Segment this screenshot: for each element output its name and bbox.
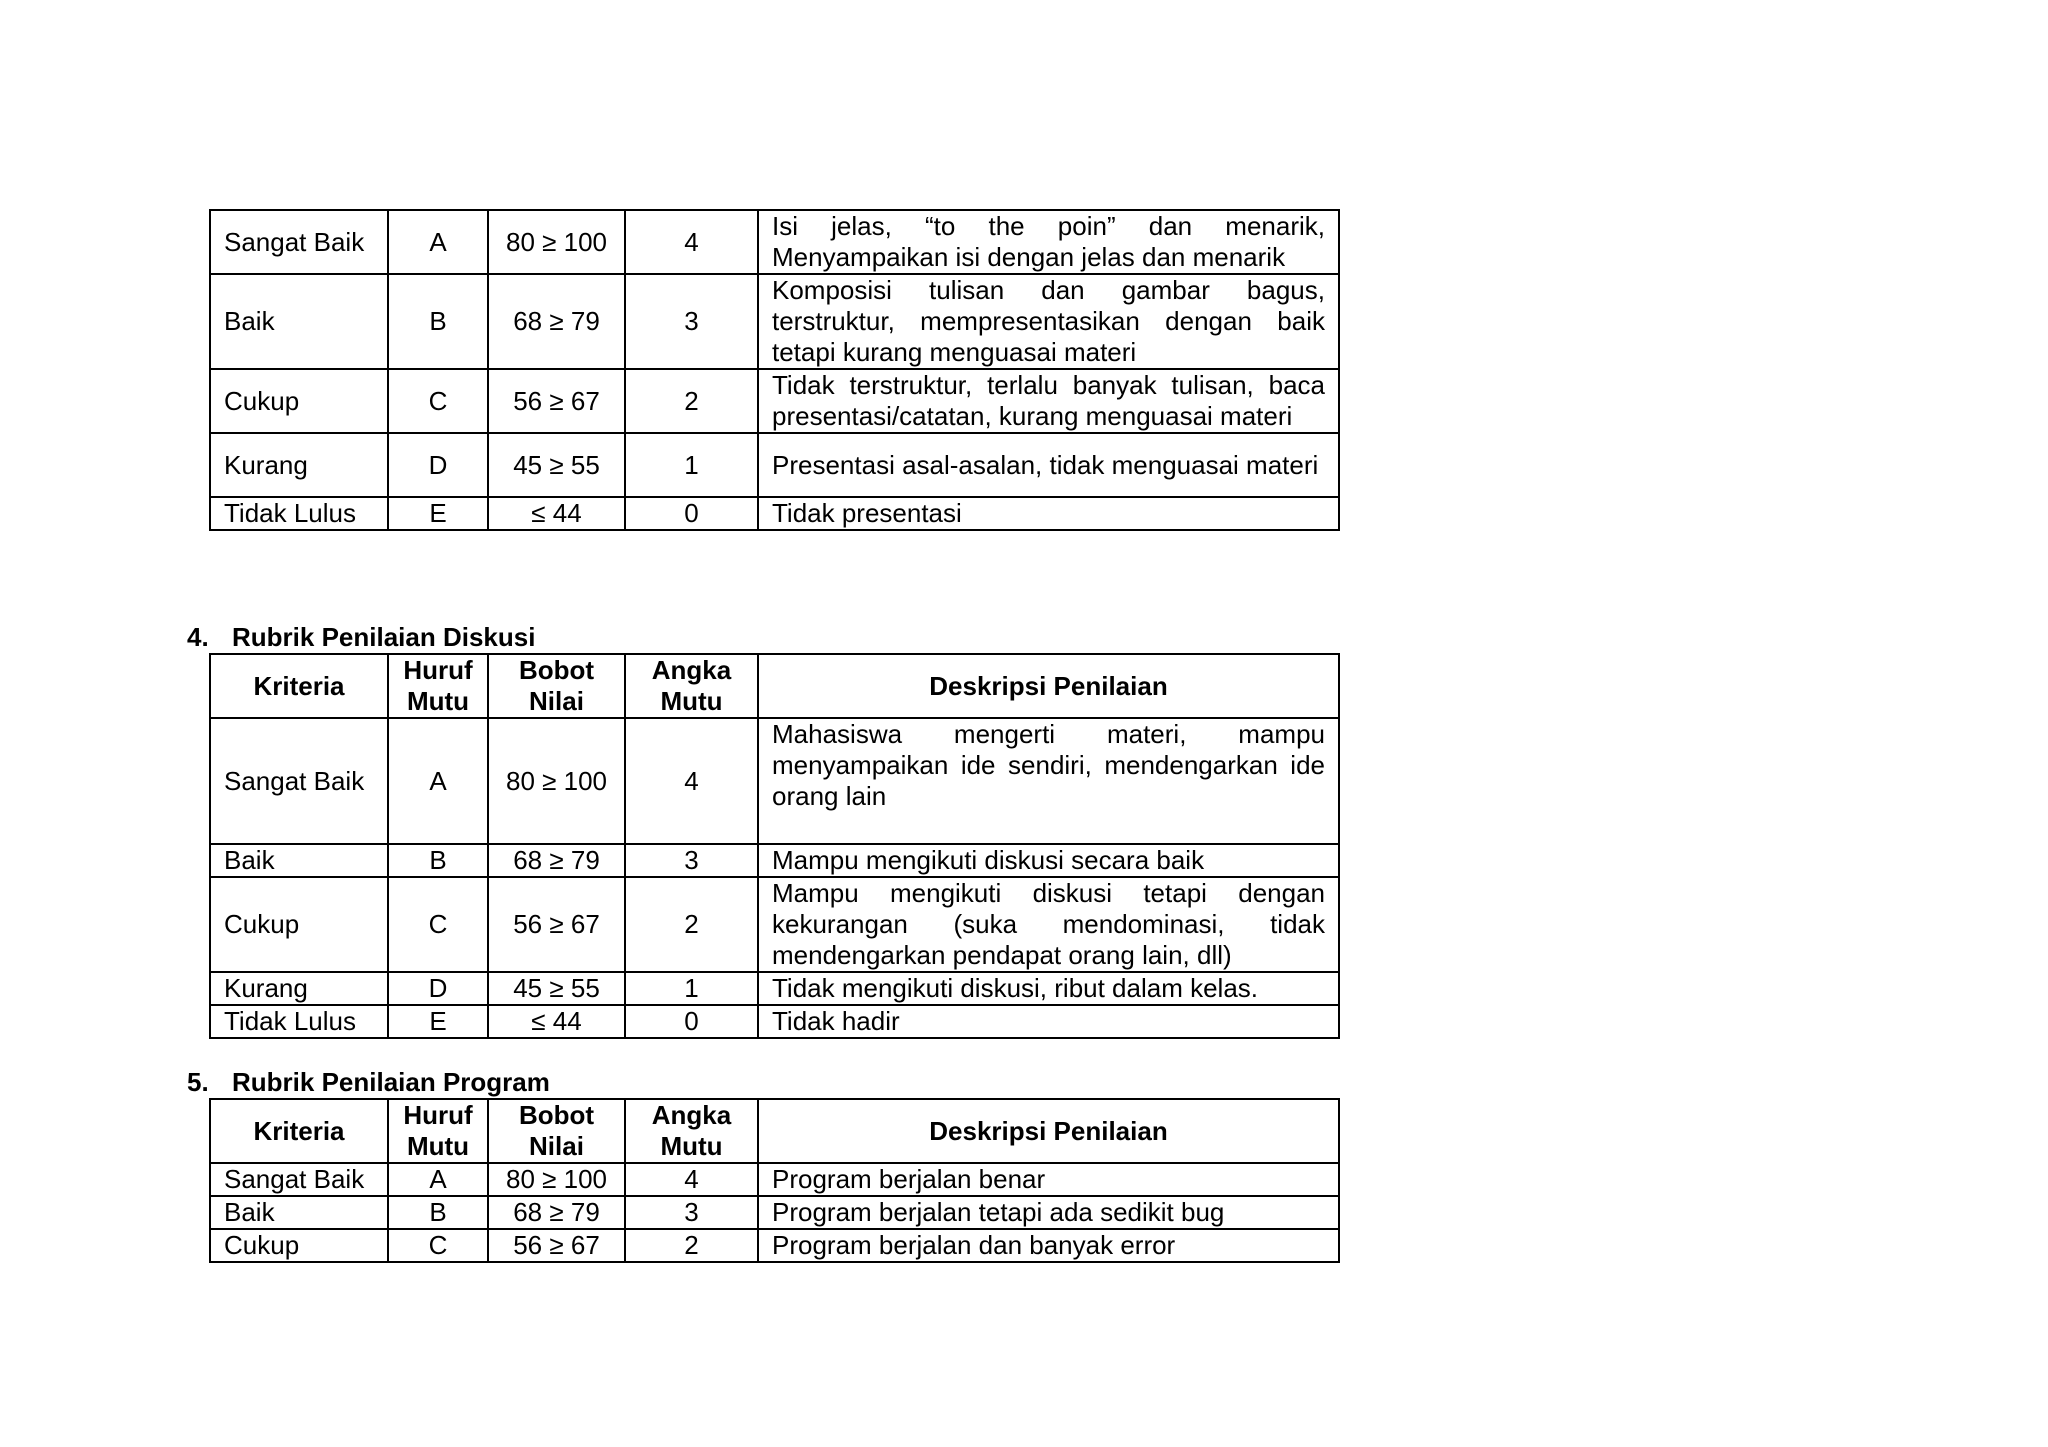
table-row bbox=[210, 1005, 1339, 1038]
header-line: Mutu bbox=[406, 686, 470, 716]
angka-mutu-cell: 3 bbox=[625, 274, 758, 369]
huruf-mutu-cell: A bbox=[388, 210, 488, 274]
deskripsi-cell: Tidak presentasi bbox=[758, 497, 1339, 530]
deskripsi-cell: Komposisi tulisan dan gambar bagus, terstruktur, mempresentasikan dengan baik tetapi kurang menguasai materi bbox=[758, 274, 1339, 369]
bobot-nilai-cell: 68 ≥ 79 bbox=[488, 844, 625, 877]
section-number: 4. bbox=[187, 622, 209, 652]
angka-mutu-cell: 2 bbox=[625, 877, 758, 972]
angka-mutu-cell: 1 bbox=[625, 972, 758, 1005]
table-row bbox=[210, 369, 1339, 433]
angka-mutu-cell: 3 bbox=[625, 1196, 758, 1229]
header-line: Angka bbox=[651, 655, 732, 685]
huruf-mutu-cell: A bbox=[388, 718, 488, 844]
table-row bbox=[210, 274, 1339, 369]
table-row bbox=[210, 844, 1339, 877]
bobot-nilai-cell: 68 ≥ 79 bbox=[488, 274, 625, 369]
header-line: Huruf bbox=[403, 1100, 473, 1130]
header-kriteria: Kriteria bbox=[210, 654, 388, 718]
deskripsi-cell: Mampu mengikuti diskusi secara baik bbox=[758, 844, 1339, 877]
huruf-mutu-cell: C bbox=[388, 369, 488, 433]
table-row bbox=[210, 877, 1339, 972]
table-row bbox=[210, 972, 1339, 1005]
kriteria-cell: Kurang bbox=[210, 433, 388, 497]
section-title: Rubrik Penilaian Diskusi bbox=[232, 622, 536, 652]
bobot-nilai-cell: 80 ≥ 100 bbox=[488, 210, 625, 274]
header-line: Nilai bbox=[529, 1131, 584, 1161]
kriteria-cell: Sangat Baik bbox=[210, 210, 388, 274]
header-deskripsi: Deskripsi Penilaian bbox=[758, 654, 1339, 718]
deskripsi-cell: Mampu mengikuti diskusi tetapi dengan kekurangan (suka mendominasi, tidak mendengarkan pendapat orang lain, dll) bbox=[758, 877, 1339, 972]
bobot-nilai-cell: 56 ≥ 67 bbox=[488, 877, 625, 972]
presentation-rubric-table-continued bbox=[209, 209, 1340, 531]
section-number: 5. bbox=[187, 1067, 209, 1097]
angka-mutu-cell: 1 bbox=[625, 433, 758, 497]
bobot-nilai-cell: 80 ≥ 100 bbox=[488, 718, 625, 844]
angka-mutu-cell: 2 bbox=[625, 1229, 758, 1262]
table-row bbox=[210, 497, 1339, 530]
deskripsi-cell: Program berjalan benar bbox=[758, 1163, 1339, 1196]
header-huruf-mutu bbox=[388, 654, 488, 718]
kriteria-cell: Cukup bbox=[210, 1229, 388, 1262]
header-kriteria: Kriteria bbox=[210, 1099, 388, 1163]
huruf-mutu-cell: B bbox=[388, 1196, 488, 1229]
deskripsi-cell: Mahasiswa mengerti materi, mampu menyampaikan ide sendiri, mendengarkan ide orang lain bbox=[758, 718, 1339, 844]
angka-mutu-cell: 0 bbox=[625, 497, 758, 530]
deskripsi-cell: Presentasi asal-asalan, tidak menguasai materi bbox=[758, 433, 1339, 497]
kriteria-cell: Baik bbox=[210, 844, 388, 877]
bobot-nilai-cell: 45 ≥ 55 bbox=[488, 433, 625, 497]
deskripsi-cell: Tidak terstruktur, terlalu banyak tulisan, baca presentasi/catatan, kurang menguasai materi bbox=[758, 369, 1339, 433]
angka-mutu-cell: 0 bbox=[625, 1005, 758, 1038]
kriteria-cell: Tidak Lulus bbox=[210, 1005, 388, 1038]
bobot-nilai-cell: 45 ≥ 55 bbox=[488, 972, 625, 1005]
header-angka-mutu bbox=[625, 1099, 758, 1163]
kriteria-cell: Tidak Lulus bbox=[210, 497, 388, 530]
angka-mutu-cell: 2 bbox=[625, 369, 758, 433]
deskripsi-cell: Program berjalan tetapi ada sedikit bug bbox=[758, 1196, 1339, 1229]
header-huruf-mutu bbox=[388, 1099, 488, 1163]
kriteria-cell: Baik bbox=[210, 1196, 388, 1229]
table-row bbox=[210, 210, 1339, 274]
huruf-mutu-cell: C bbox=[388, 877, 488, 972]
bobot-nilai-cell: ≤ 44 bbox=[488, 497, 625, 530]
table-row bbox=[210, 433, 1339, 497]
header-line: Bobot bbox=[518, 655, 595, 685]
huruf-mutu-cell: C bbox=[388, 1229, 488, 1262]
huruf-mutu-cell: E bbox=[388, 497, 488, 530]
huruf-mutu-cell: D bbox=[388, 433, 488, 497]
header-line: Angka bbox=[651, 1100, 732, 1130]
deskripsi-cell: Isi jelas, “to the poin” dan menarik, Menyampaikan isi dengan jelas dan menarik bbox=[758, 210, 1339, 274]
table-header-row bbox=[210, 1099, 1339, 1163]
table-row bbox=[210, 1229, 1339, 1262]
huruf-mutu-cell: E bbox=[388, 1005, 488, 1038]
angka-mutu-cell: 3 bbox=[625, 844, 758, 877]
kriteria-cell: Sangat Baik bbox=[210, 1163, 388, 1196]
header-line: Nilai bbox=[529, 686, 584, 716]
table-row bbox=[210, 718, 1339, 844]
huruf-mutu-cell: D bbox=[388, 972, 488, 1005]
bobot-nilai-cell: 56 ≥ 67 bbox=[488, 1229, 625, 1262]
kriteria-cell: Sangat Baik bbox=[210, 718, 388, 844]
header-line: Mutu bbox=[660, 1131, 723, 1161]
huruf-mutu-cell: A bbox=[388, 1163, 488, 1196]
bobot-nilai-cell: 56 ≥ 67 bbox=[488, 369, 625, 433]
deskripsi-cell: Tidak hadir bbox=[758, 1005, 1339, 1038]
table-row bbox=[210, 1196, 1339, 1229]
kriteria-cell: Cukup bbox=[210, 369, 388, 433]
program-rubric-table bbox=[209, 1098, 1340, 1263]
header-line: Bobot bbox=[518, 1100, 595, 1130]
bobot-nilai-cell: 68 ≥ 79 bbox=[488, 1196, 625, 1229]
deskripsi-cell: Program berjalan dan banyak error bbox=[758, 1229, 1339, 1262]
kriteria-cell: Baik bbox=[210, 274, 388, 369]
header-line: Mutu bbox=[406, 1131, 470, 1161]
table-row bbox=[210, 1163, 1339, 1196]
header-bobot-nilai bbox=[488, 654, 625, 718]
angka-mutu-cell: 4 bbox=[625, 210, 758, 274]
kriteria-cell: Cukup bbox=[210, 877, 388, 972]
bobot-nilai-cell: ≤ 44 bbox=[488, 1005, 625, 1038]
angka-mutu-cell: 4 bbox=[625, 718, 758, 844]
discussion-rubric-table bbox=[209, 653, 1340, 1039]
deskripsi-cell: Tidak mengikuti diskusi, ribut dalam kelas. bbox=[758, 972, 1339, 1005]
header-line: Mutu bbox=[660, 686, 723, 716]
header-deskripsi: Deskripsi Penilaian bbox=[758, 1099, 1339, 1163]
section-5-heading bbox=[187, 1067, 550, 1098]
angka-mutu-cell: 4 bbox=[625, 1163, 758, 1196]
bobot-nilai-cell: 80 ≥ 100 bbox=[488, 1163, 625, 1196]
header-angka-mutu bbox=[625, 654, 758, 718]
kriteria-cell: Kurang bbox=[210, 972, 388, 1005]
section-title: Rubrik Penilaian Program bbox=[232, 1067, 550, 1097]
section-4-heading bbox=[187, 622, 535, 653]
header-line: Huruf bbox=[403, 655, 473, 685]
header-bobot-nilai bbox=[488, 1099, 625, 1163]
table-header-row bbox=[210, 654, 1339, 718]
huruf-mutu-cell: B bbox=[388, 844, 488, 877]
huruf-mutu-cell: B bbox=[388, 274, 488, 369]
